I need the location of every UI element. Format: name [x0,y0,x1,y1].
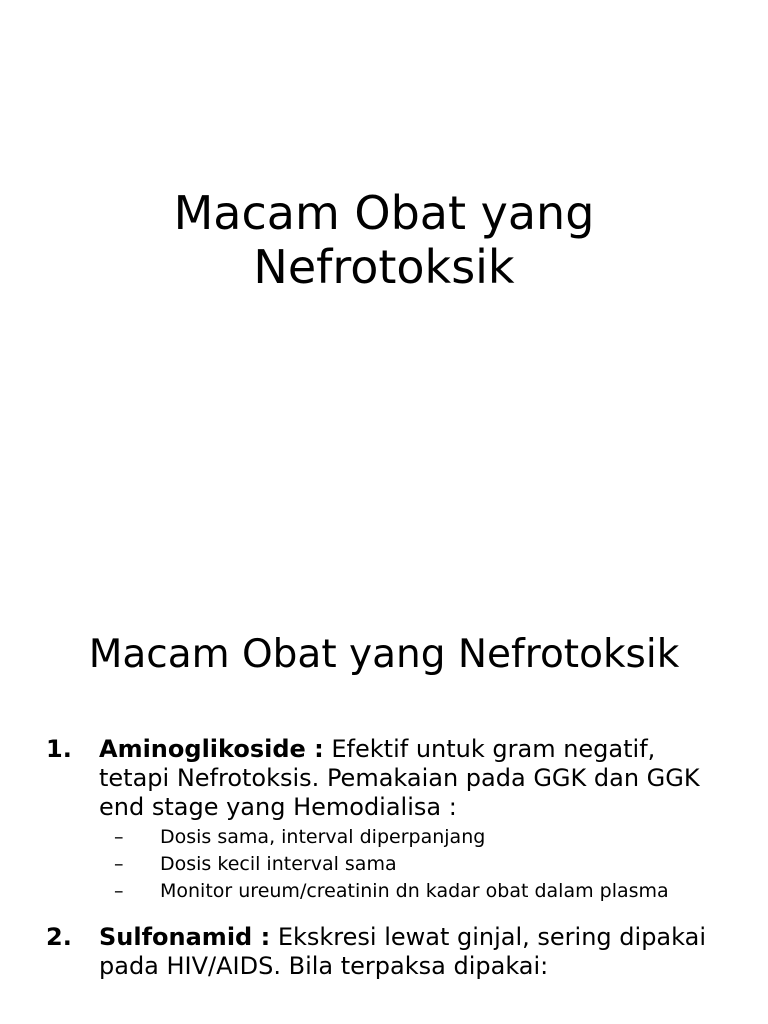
dash-bullet-icon: – [114,880,124,902]
item-drug-name: Aminoglikoside : [99,735,324,763]
sub-list-item [99,853,708,876]
sub-item-text: Monitor ureum/creatinin dn kadar obat dalam plasma [160,880,669,902]
sub-list-item [99,826,708,849]
sub-item-text: Dosis sama, interval diperpanjang [160,826,486,848]
sub-item-text: Dosis kecil interval sama [160,853,397,875]
slide1-title-line2: Nefrotoksik [253,240,515,294]
list-item-sulfonamid [0,923,768,981]
item-number: 2. [46,923,72,951]
slide2-title: Macam Obat yang Nefrotoksik [88,632,680,677]
sub-list-item [99,880,708,903]
item-drug-name: Sulfonamid : [99,923,271,951]
sub-list [99,826,708,903]
dash-bullet-icon: – [114,853,124,875]
slide1-title-line1: Macam Obat yang [173,186,595,240]
drug-list [0,735,768,981]
item-description: Efektif untuk gram negatif, tetapi Nefrotoksis. Pemakaian pada GGK dan GGK end stage yang Hemodialisa : [99,735,700,821]
list-item-aminoglikoside [0,735,768,903]
item-description: Ekskresi lewat ginjal, sering dipakai pada HIV/AIDS. Bila terpaksa dipakai: [99,923,706,980]
slide1-title [0,186,768,294]
dash-bullet-icon: – [114,826,124,848]
item-number: 1. [46,735,72,763]
